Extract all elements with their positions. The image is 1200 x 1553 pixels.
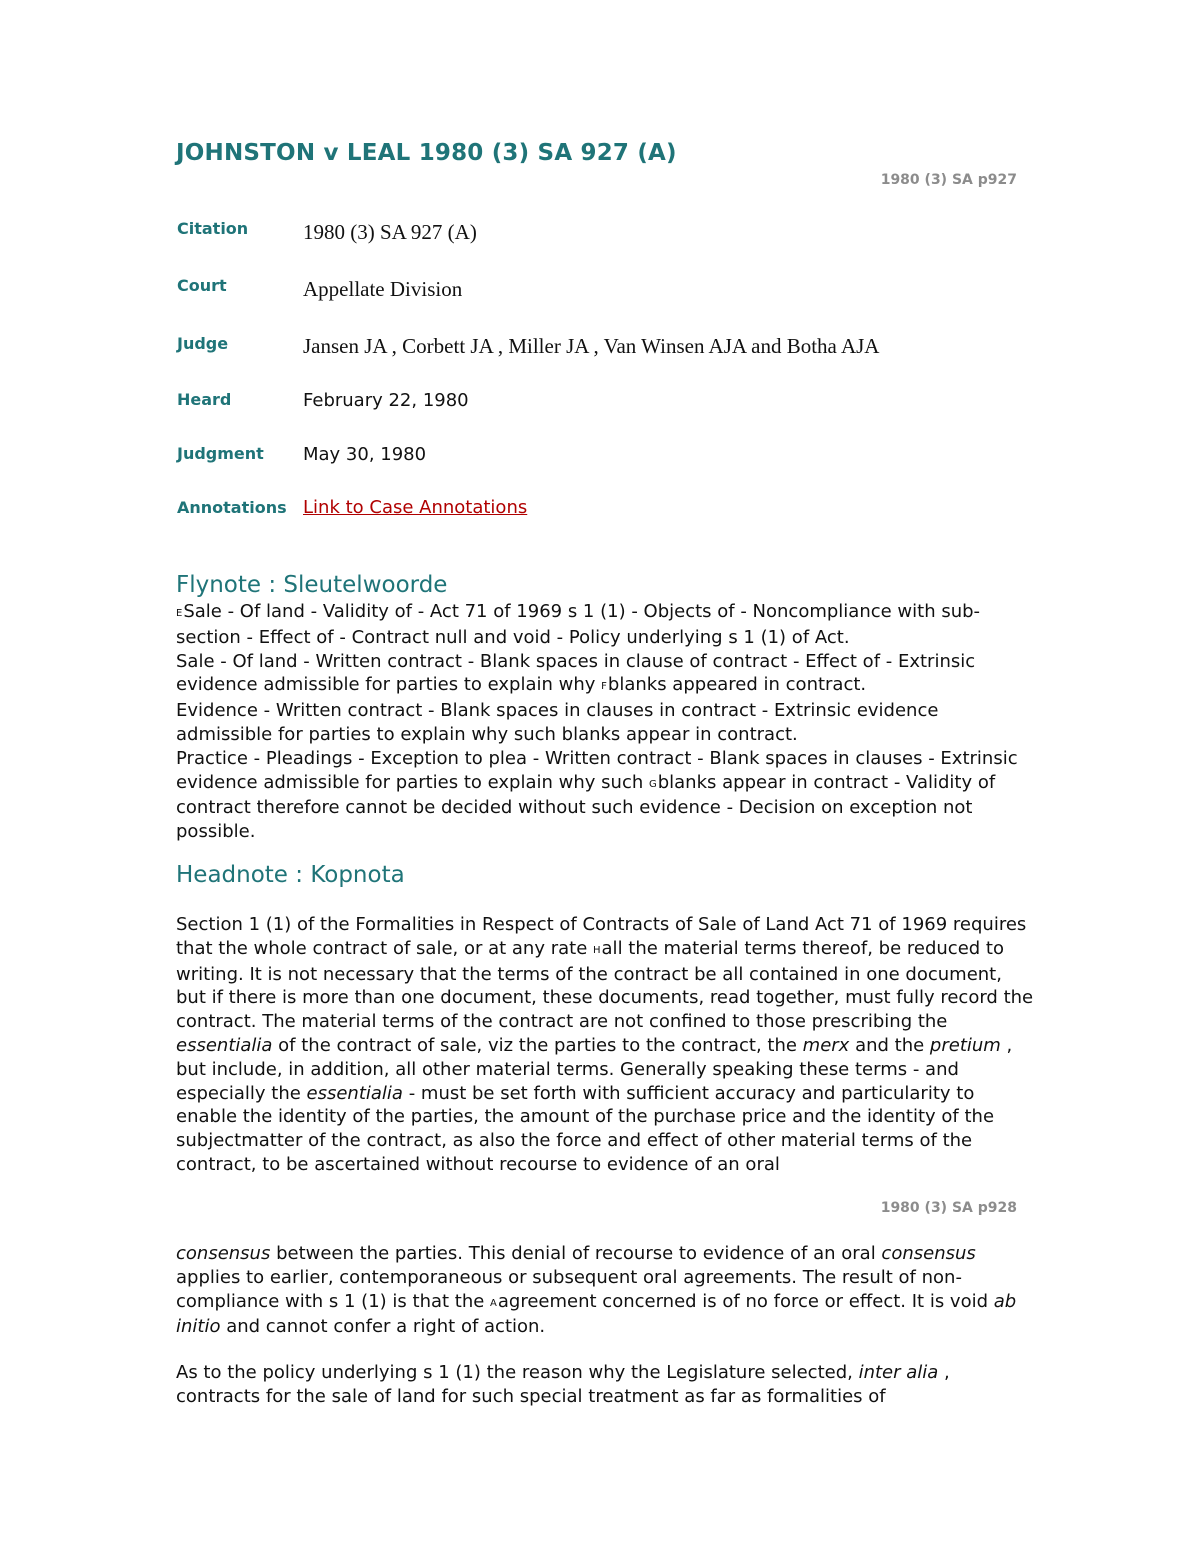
flynote-paragraph: Practice - Pleadings - Exception to plea - Written contract - Blank spaces in clauses - Extrinsic evidence admissible for parties to explain why such Gblanks appear in contract - Validity of contract therefore cannot be decided without such evidence - Decision on exception not possible. xyxy=(176,747,1018,843)
headnote-heading: Headnote : Kopnota xyxy=(176,862,405,888)
court-label: Court xyxy=(177,276,227,295)
margin-letter: G xyxy=(648,778,658,790)
citation-value: 1980 (3) SA 927 (A) xyxy=(303,220,477,244)
judge-label: Judge xyxy=(177,334,229,353)
margin-letter: H xyxy=(593,944,602,956)
judge-value: Jansen JA , Corbett JA , Miller JA , Van Winsen AJA and Botha AJA xyxy=(303,334,880,358)
flynote-heading: Flynote : Sleutelwoorde xyxy=(176,572,448,598)
flynote-paragraph: ESale - Of land - Validity of - Act 71 of 1969 s 1 (1) - Objects of - Noncompliance with sub-section - Effect of - Contract null and void - Policy underlying s 1 (1) of Act. xyxy=(176,601,981,648)
headnote-body-2 xyxy=(176,1242,1036,1339)
flynote-paragraph: Sale - Of land - Written contract - Blank spaces in clause of contract - Effect of - Extrinsic evidence admissible for parties to explain why Fblanks appeared in contract. xyxy=(176,650,976,696)
case-annotations-link[interactable]: Link to Case Annotations xyxy=(303,497,528,518)
margin-letter: F xyxy=(601,681,608,693)
annotations-label: Annotations xyxy=(177,498,287,517)
court-value: Appellate Division xyxy=(303,277,463,301)
headnote-paragraph: Section 1 (1) of the Formalities in Respect of Contracts of Sale of Land Act 71 of 1969 requires that the whole contract of sale, or at any rate Hall the material terms thereof, be reduced to writing. It is not necessary that the terms of the contract be all contained in one document, but if there is more than one document, these documents, read together, must fully record the contract. The material terms of the contract are not confined to those prescribing the essentialia of the contract of sale, viz the parties to the contract, the merx and the pretium , but include, in addition, all other material terms. Generally speaking these terms - and especially the essentialia - must be set forth with sufficient accuracy and particularity to enable the identity of the parties, the amount of the purchase price and the identity of the subjectmatter of the contract, as also the force and effect of other material terms of the contract, to be ascertained without recourse to evidence of an oral xyxy=(176,914,1034,1175)
margin-letter: A xyxy=(490,1297,498,1309)
headnote-paragraph: consensus between the parties. This denial of recourse to evidence of an oral consensus applies to earlier, contemporaneous or subsequent oral agreements. The result of non-compliance with s 1 (1) is that the Aagreement concerned is of no force or effect. It is void ab initio and cannot confer a right of action. xyxy=(176,1243,1017,1338)
flynote-body xyxy=(176,600,1036,844)
page-reference-927: 1980 (3) SA p927 xyxy=(880,172,1017,188)
heard-value: February 22, 1980 xyxy=(303,390,469,411)
heard-label: Heard xyxy=(177,390,232,409)
margin-letter: E xyxy=(176,608,184,619)
headnote-paragraph: As to the policy underlying s 1 (1) the reason why the Legislature selected, inter alia , contracts for the sale of land for such special treatment as far as formalities of xyxy=(176,1362,950,1407)
case-title: JOHNSTON v LEAL 1980 (3) SA 927 (A) xyxy=(176,140,677,166)
page-reference-928: 1980 (3) SA p928 xyxy=(880,1200,1017,1216)
citation-label: Citation xyxy=(177,219,249,238)
judgment-label: Judgment xyxy=(177,444,264,463)
flynote-paragraph: Evidence - Written contract - Blank spaces in clauses in contract - Extrinsic evidence admissible for parties to explain why such blanks appear in contract. xyxy=(176,700,939,745)
headnote-body-1 xyxy=(176,913,1036,1177)
headnote-body-3 xyxy=(176,1361,1036,1409)
judgment-value: May 30, 1980 xyxy=(303,444,427,465)
